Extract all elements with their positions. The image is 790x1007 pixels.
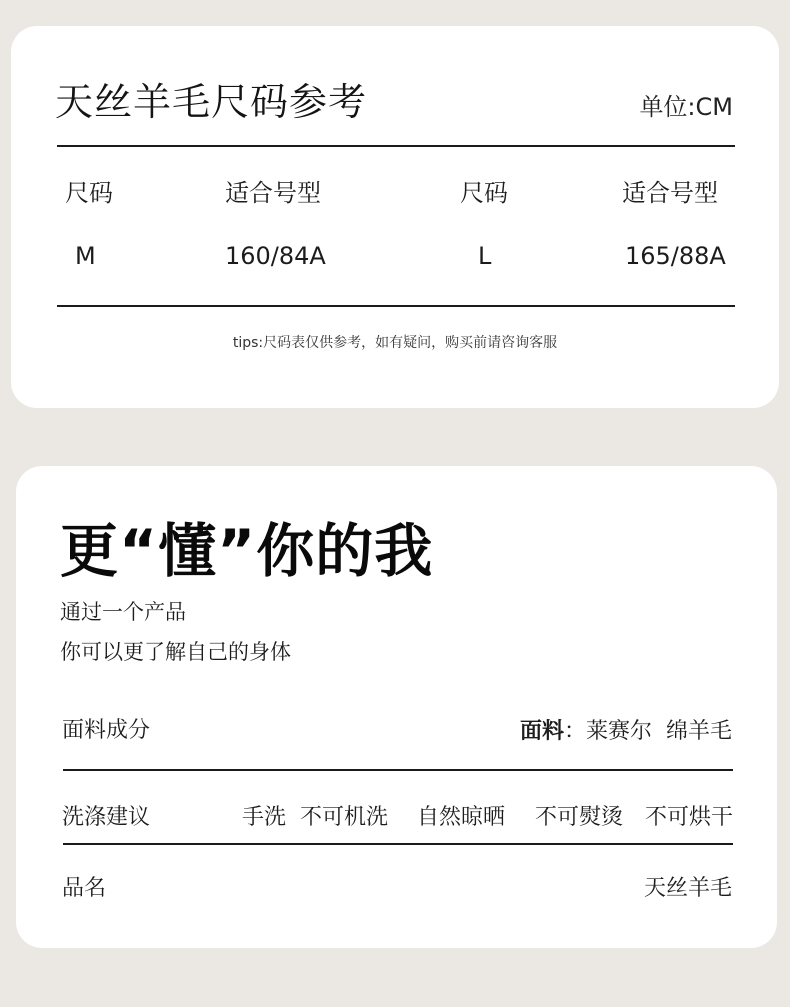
fabric-value (520, 718, 732, 746)
wash-item-hand-wash: 手洗 (242, 805, 287, 830)
fabric-divider (63, 769, 733, 771)
fabric-value-label: 面料 (519, 719, 564, 744)
slogan-subline-2: 你可以更了解自己的身体 (60, 640, 291, 664)
size-chart-title: 天丝羊毛尺码参考 (55, 80, 368, 124)
wash-divider (63, 843, 733, 845)
size-value-l: L (478, 242, 492, 270)
wash-item-no-iron: 不可熨烫 (535, 805, 624, 830)
fabric-composition: 莱赛尔 绵羊毛 (586, 719, 732, 744)
header-divider (57, 145, 735, 147)
size-tips-note: tips:尺码表仅供参考，如有疑问，购买前请咨询客服 (232, 335, 558, 351)
slogan-heading: 更“懂”你的我 (60, 517, 434, 585)
fit-type-column-header: 适合号型 (225, 179, 321, 207)
product-name-label: 品名 (62, 876, 107, 901)
size-chart-card (11, 26, 779, 408)
fit-type-value-l: 165/88A (625, 242, 726, 270)
size-value-m: M (75, 242, 96, 270)
fabric-value-separator: ： (563, 719, 586, 744)
unit-label: 单位:CM (639, 93, 733, 121)
wash-label: 洗涤建议 (62, 805, 151, 830)
fabric-label: 面料成分 (62, 718, 151, 743)
fit-type-column-header-2: 适合号型 (622, 179, 718, 207)
wash-item-no-machine-wash: 不可机洗 (300, 805, 389, 830)
slogan-subline-1: 通过一个产品 (60, 600, 186, 624)
product-name-value: 天丝羊毛 (643, 876, 732, 901)
size-column-header-2: 尺码 (460, 179, 508, 207)
wash-item-no-tumble-dry: 不可烘干 (645, 805, 734, 830)
table-bottom-divider (57, 305, 735, 307)
wash-item-air-dry: 自然晾晒 (417, 805, 506, 830)
fit-type-value-m: 160/84A (225, 242, 326, 270)
size-column-header: 尺码 (65, 179, 113, 207)
product-info-card (16, 466, 777, 948)
